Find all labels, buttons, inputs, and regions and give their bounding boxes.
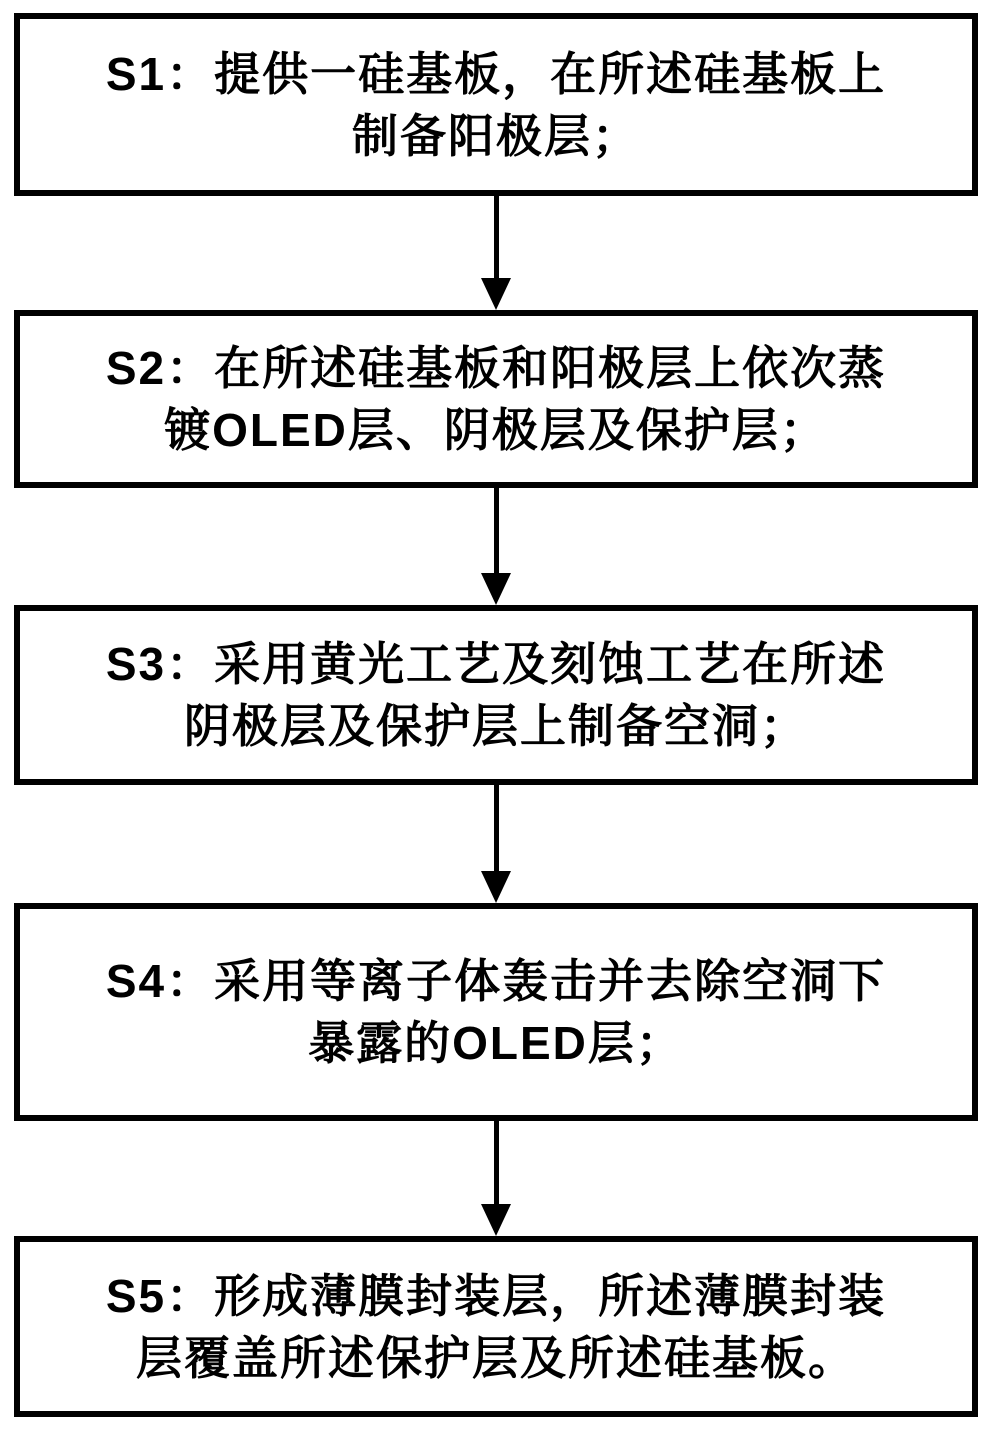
- arrow-stem: [494, 196, 499, 278]
- arrow-down-icon: [481, 573, 511, 605]
- arrow-s1-to-s2: [0, 196, 992, 310]
- step-s1-line-2: 制备阳极层；: [352, 109, 640, 162]
- step-box-s2: [14, 310, 978, 488]
- step-box-s1: [14, 13, 978, 196]
- step-s4-line-1: S4：采用等离子体轰击并去除空洞下: [105, 955, 887, 1007]
- step-s5-line-2: 层覆盖所述保护层及所述硅基板。: [136, 1331, 856, 1384]
- step-s4-line-2: 暴露的OLED层；: [308, 1017, 684, 1069]
- step-s2-line-1: S2：在所述硅基板和阳极层上依次蒸: [105, 342, 887, 394]
- arrow-stem: [494, 1121, 499, 1204]
- step-box-s3: [14, 605, 978, 785]
- arrow-s4-to-s5: [0, 1121, 992, 1236]
- step-box-s5: [14, 1236, 978, 1417]
- arrow-down-icon: [481, 871, 511, 903]
- step-s1-line-1: S1：提供一硅基板，在所述硅基板上: [105, 47, 887, 100]
- arrow-s3-to-s4: [0, 785, 992, 903]
- arrow-s2-to-s3: [0, 488, 992, 605]
- arrow-stem: [494, 488, 499, 573]
- step-s5-line-1: S5：形成薄膜封装层，所述薄膜封装: [105, 1269, 887, 1322]
- step-s2-line-2: 镀OLED层、阴极层及保护层；: [164, 404, 828, 456]
- arrow-down-icon: [481, 1204, 511, 1236]
- arrow-down-icon: [481, 278, 511, 310]
- step-s3-line-1: S3：采用黄光工艺及刻蚀工艺在所述: [105, 638, 887, 690]
- step-box-s4: [14, 903, 978, 1121]
- step-s3-line-2: 阴极层及保护层上制备空洞；: [184, 700, 808, 752]
- arrow-stem: [494, 785, 499, 871]
